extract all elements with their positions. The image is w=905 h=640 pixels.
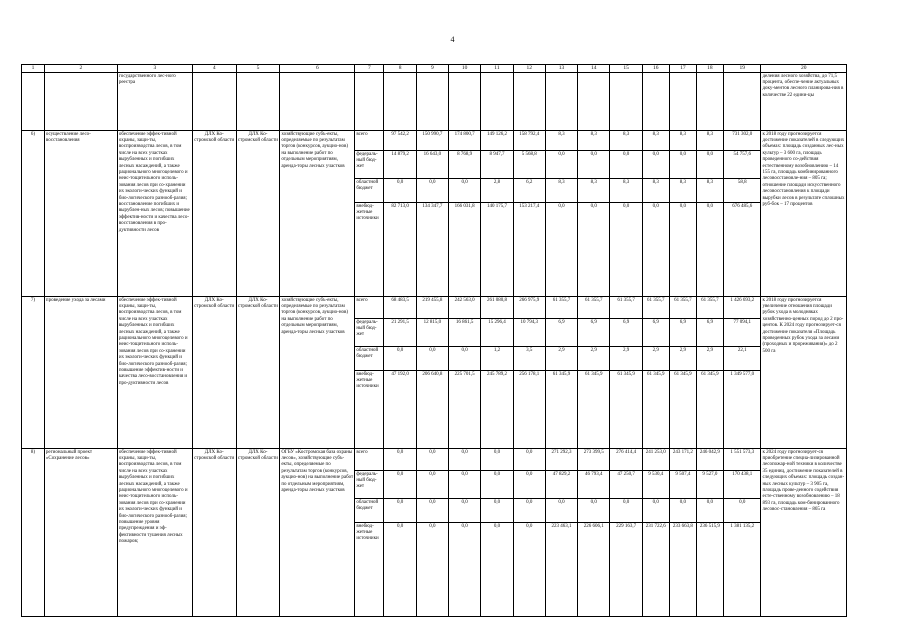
- funding-value: 68 483,5: [384, 297, 416, 319]
- funding-value: 6,9: [642, 319, 669, 347]
- funding-value: 0,0: [416, 523, 448, 617]
- executor: ДЛХ Ко-стромской области: [192, 449, 236, 617]
- funding-value: 153 217,4: [513, 203, 545, 297]
- funding-value: 0,0: [481, 523, 513, 617]
- expected-result: к 2018 году прогнозируется увеличение отношения площади рубок ухода в молодняках хозяйственно-ценных пород до 2 про-центов. К 2024 году прогнозирует-ся достижение показателя «Площадь проведенных рубок ухода за лесами (проходных и прореживания)» до 2 500 га: [761, 297, 847, 449]
- funding-value: 0,0: [449, 449, 481, 471]
- funding-value: 0,0: [513, 449, 545, 471]
- funding-value: 0,0: [416, 471, 448, 499]
- funding-value: 0,0: [481, 471, 513, 499]
- measure-name: региональный проект «Сохранение лесов»: [44, 449, 117, 617]
- funding-value: 0,0: [610, 499, 642, 523]
- funding-value: 61 345,9: [642, 371, 669, 449]
- funding-value: 61 345,9: [696, 371, 723, 449]
- funding-source: всего: [355, 297, 384, 319]
- funding-value: 8,3: [642, 131, 669, 151]
- funding-value: 77 094,1: [723, 319, 761, 347]
- funding-value: 170 438,1: [723, 471, 761, 499]
- funding-value: 0,0: [449, 471, 481, 499]
- column-header: 2: [44, 65, 117, 73]
- funding-value: 12 815,0: [416, 319, 448, 347]
- funding-value: 233 663,8: [669, 523, 696, 617]
- funding-value: 8,3: [696, 131, 723, 151]
- continuation-row: [22, 73, 847, 131]
- column-header: 4: [192, 65, 236, 73]
- column-header: 7: [355, 65, 384, 73]
- row-number: 6): [22, 131, 45, 297]
- funding-value: 276 414,4: [610, 449, 642, 471]
- funding-value: 0,0: [384, 347, 416, 371]
- funding-value: 0,0: [384, 499, 416, 523]
- header-row: [22, 65, 847, 73]
- funding-value: 61 345,9: [578, 371, 610, 449]
- funding-value: 0,0: [481, 449, 513, 471]
- column-header: 10: [449, 65, 481, 73]
- funding-value: 82 713,0: [384, 203, 416, 297]
- funding-source: внебюд-жетные источники: [355, 203, 384, 297]
- funding-value: 0,0: [449, 499, 481, 523]
- funding-value: 61 355,7: [545, 297, 577, 319]
- funding-value: 0,0: [513, 523, 545, 617]
- funding-value: 58,8: [723, 179, 761, 203]
- funding-value: 10 794,3: [513, 319, 545, 347]
- funding-value: 8,3: [669, 131, 696, 151]
- funding-value: 266 975,9: [513, 297, 545, 319]
- column-header: 3: [117, 65, 192, 73]
- funding-value: 149 126,2: [481, 131, 513, 151]
- funding-value: 0,0: [416, 449, 448, 471]
- funding-value: 1 551 573,3: [723, 449, 761, 471]
- funding-value: 0,0: [545, 151, 577, 179]
- funding-source: областной бюджет: [355, 499, 384, 523]
- funding-value: 731 302,0: [723, 131, 761, 151]
- funding-value: 0,0: [669, 203, 696, 297]
- funding-value: 0,0: [513, 471, 545, 499]
- funding-value: 166 031,8: [449, 203, 481, 297]
- funding-value: 54 757,6: [723, 151, 761, 179]
- co-executor: ДЛХ Ко-стромской области: [236, 449, 280, 617]
- measure-goal: обеспечение эффек-тивной охраны, защи-ты, воспроизводства лесов, в том числе на всех участках вырубленных и погибших лесных насаждений, а также рационального многоцелевого и неис-тощительного исполь-зования лесов при со-хранении их экологи-ческих функций и био-логического разнооб-разия; повышение эффектив-ности и качества лесо-восстановления и про-дуктивности лесов: [117, 297, 192, 449]
- funding-value: 0,0: [642, 499, 669, 523]
- funding-value: 16 643,0: [416, 151, 448, 179]
- expected-result: к 2024 году прогнозирует-ся приобретение специа-лизированной лесопожар-ной техники в количестве 35 единиц, достижение показателей в следующих объемах: площадь создан-ных лесных культур – 3 905 га, площадь прове-денного содействия есте-ственному возобновлению – 18 893 га, площадь ком-бинированного лесовос-становления – 865 га: [761, 449, 847, 617]
- funding-value: 0,0: [513, 499, 545, 523]
- continuation-goal: государственного лес-ного реестра: [117, 73, 192, 131]
- funding-value: 97 542,2: [384, 131, 416, 151]
- funding-value: 676 485,6: [723, 203, 761, 297]
- funding-value: 0,0: [545, 203, 577, 297]
- funding-value: 0,0: [416, 347, 448, 371]
- column-header: 18: [696, 65, 723, 73]
- program-table: [21, 64, 847, 617]
- measure-name: осуществление лесо-восстановления: [44, 131, 117, 297]
- column-header: 1: [22, 65, 45, 73]
- funding-value: 0,0: [416, 179, 448, 203]
- column-header: 14: [578, 65, 610, 73]
- funding-value: 225 701,5: [449, 371, 481, 449]
- funding-value: 9 507,4: [669, 471, 696, 499]
- column-header: 20: [761, 65, 847, 73]
- funding-value: 0,0: [642, 203, 669, 297]
- column-header: 15: [610, 65, 642, 73]
- executor: ДЛХ Ко-стромской области: [192, 131, 236, 297]
- funding-source: всего: [355, 131, 384, 151]
- funding-value: 9 527,0: [696, 471, 723, 499]
- column-header: 12: [513, 65, 545, 73]
- funding-source: всего: [355, 449, 384, 471]
- table-row: [22, 131, 847, 151]
- funding-value: 61 355,7: [610, 297, 642, 319]
- column-header: 9: [416, 65, 448, 73]
- continuation-result: деления лесного хозяйства, до 71,5 процента, обеспе-чение актуальных доку-ментов лесного планирова-ния в количестве 22 едини-цы: [761, 73, 847, 131]
- funding-value: 2,9: [642, 347, 669, 371]
- funding-value: 61 345,9: [669, 371, 696, 449]
- funding-source: внебюд-жетные источники: [355, 371, 384, 449]
- funding-value: 2,9: [545, 347, 577, 371]
- measure-goal: обеспечение эффек-тивной охраны, защи-ты, воспроизводства лесов, в том числе на всех участках вырубленных и погибших лесных насаждений, а также рационального многоцелевого и неис-тощительного исполь-зования лесов при со-хранении их экологи-ческих функций и био-логического разнооб-разия; восстановление погибших и вырублен-ных лесов; повышение эффектив-ности и качества лесо-восстановления в про-дуктивности лесов: [117, 131, 192, 297]
- funding-value: 3,5: [513, 347, 545, 371]
- funding-value: 15 296,4: [481, 319, 513, 347]
- funding-value: 5 568,8: [513, 151, 545, 179]
- funding-value: 0,0: [449, 523, 481, 617]
- funding-value: 206 640,8: [416, 371, 448, 449]
- funding-value: 134 347,7: [416, 203, 448, 297]
- co-executor: ДЛХ Ко-стромской области: [236, 297, 280, 449]
- column-header: 19: [723, 65, 761, 73]
- column-header: 16: [642, 65, 669, 73]
- funding-value: 14 879,2: [384, 151, 416, 179]
- funding-value: 0,0: [481, 499, 513, 523]
- funding-source: федераль-ный бюд-жет: [355, 151, 384, 179]
- funding-value: 46 793,4: [578, 471, 610, 499]
- funding-value: 8,3: [669, 179, 696, 203]
- funding-value: 1 381 135,2: [723, 523, 761, 617]
- funding-value: 8 768,9: [449, 151, 481, 179]
- funding-value: 219 455,8: [416, 297, 448, 319]
- funding-value: 21 291,5: [384, 319, 416, 347]
- funding-value: 61 355,7: [578, 297, 610, 319]
- funding-value: 229 163,7: [610, 523, 642, 617]
- funding-value: 6,2: [513, 179, 545, 203]
- funding-value: 8,3: [696, 179, 723, 203]
- funding-value: 8,3: [578, 131, 610, 151]
- funding-value: 61 355,7: [696, 297, 723, 319]
- participants: хозяйствующие субъ-екты, определяемые по результатам торгов (конкурсов, аукцио-нов) на выполнение работ по отдельным мероприятиям, аренда-торы лесных участков: [280, 297, 355, 449]
- executor: ДЛХ Ко-стромской области: [192, 297, 236, 449]
- funding-value: 6,9: [578, 319, 610, 347]
- page-number: 4: [450, 35, 455, 44]
- funding-value: 2,8: [481, 179, 513, 203]
- funding-source: федераль-ный бюд-жет: [355, 319, 384, 347]
- funding-value: 273 399,5: [578, 449, 610, 471]
- funding-value: 47 250,7: [610, 471, 642, 499]
- funding-value: 6,9: [610, 319, 642, 347]
- funding-value: 2,9: [696, 347, 723, 371]
- column-header: 5: [236, 65, 280, 73]
- funding-value: 0,0: [696, 203, 723, 297]
- funding-value: 1 349 577,0: [723, 371, 761, 449]
- funding-value: 2,9: [578, 347, 610, 371]
- column-header: 6: [280, 65, 355, 73]
- funding-value: 0,0: [610, 151, 642, 179]
- funding-value: 2,9: [610, 347, 642, 371]
- funding-value: 0,0: [696, 151, 723, 179]
- table-row: [22, 449, 847, 471]
- funding-value: 0,0: [723, 499, 761, 523]
- funding-value: 16 861,5: [449, 319, 481, 347]
- funding-value: 0,0: [449, 179, 481, 203]
- funding-value: 6,9: [545, 319, 577, 347]
- funding-value: 9 530,4: [642, 471, 669, 499]
- measure-name: проведение ухода за лесами: [44, 297, 117, 449]
- funding-value: 261 080,8: [481, 297, 513, 319]
- funding-value: 0,0: [578, 203, 610, 297]
- funding-value: 0,0: [669, 151, 696, 179]
- funding-value: 61 345,9: [610, 371, 642, 449]
- column-header: 8: [384, 65, 416, 73]
- funding-value: 0,0: [578, 151, 610, 179]
- funding-value: 61 355,7: [642, 297, 669, 319]
- funding-value: 243 171,2: [669, 449, 696, 471]
- funding-value: 0,0: [384, 179, 416, 203]
- funding-value: 1 426 693,2: [723, 297, 761, 319]
- funding-value: 226 606,1: [578, 523, 610, 617]
- funding-value: 245 789,2: [481, 371, 513, 449]
- column-header: 11: [481, 65, 513, 73]
- column-header: 13: [545, 65, 577, 73]
- funding-value: 0,0: [696, 499, 723, 523]
- table-body: [22, 131, 847, 617]
- funding-value: 8,3: [642, 179, 669, 203]
- funding-value: 174 800,7: [449, 131, 481, 151]
- measure-goal: обеспечение эффек-тивной охраны, защи-ты, воспроизводства лесов, в том числе на всех участках вырубленных и погибших лесных насаждений, а также рационального многоцелевого и неис-тощительного исполь-зования лесов при со-хранении их экологи-ческих функций и био-логического разнооб-разия; повышение уровня предупреждения и эф-фективности тушения лесных пожаров;: [117, 449, 192, 617]
- row-number: 8): [22, 449, 45, 617]
- funding-value: 47 192,0: [384, 371, 416, 449]
- funding-value: 0,0: [610, 203, 642, 297]
- funding-value: 241 253,0: [642, 449, 669, 471]
- funding-value: 22,1: [723, 347, 761, 371]
- funding-value: 0,0: [384, 449, 416, 471]
- funding-value: 0,0: [449, 347, 481, 371]
- funding-value: 8,3: [610, 131, 642, 151]
- funding-value: 242 563,0: [449, 297, 481, 319]
- funding-value: 0,0: [578, 499, 610, 523]
- funding-value: 47 829,2: [545, 471, 577, 499]
- table-row: [22, 297, 847, 319]
- funding-value: 6,9: [669, 319, 696, 347]
- funding-value: 8,3: [545, 179, 577, 203]
- funding-value: 236 515,9: [696, 523, 723, 617]
- funding-source: федераль-ный бюд-жет: [355, 471, 384, 499]
- funding-value: 1,2: [481, 347, 513, 371]
- participants: ОГБУ «Костромская база охраны лесов», хозяйствующие субъ-екты, определяемые по результатам торгов (конкурсов, аукцио-нов) на выполнение работ по отдельным мероприятиям, аренда-торы лесных участков: [280, 449, 355, 617]
- funding-value: 8,3: [610, 179, 642, 203]
- funding-value: 0,0: [384, 471, 416, 499]
- row-number: 7): [22, 297, 45, 449]
- co-executor: ДЛХ Ко-стромской области: [236, 131, 280, 297]
- column-header: 17: [669, 65, 696, 73]
- funding-value: 223 463,1: [545, 523, 577, 617]
- funding-source: областной бюджет: [355, 347, 384, 371]
- funding-value: 0,0: [416, 499, 448, 523]
- funding-source: внебюд-жетные источники: [355, 523, 384, 617]
- expected-result: к 2018 году прогнозируется достижение показателей в следующих объемах: площадь созданных лес-ных культур – 3 600 га, площадь проведенного со-действия естественному возобновлению – 14 155 га, площадь комбинированного лесовосстановле-ния – 805 га; отношение площади искусственного лесовосстановления к площади вырубки лесов в результате сплошных руб-бок – 17 процентов: [761, 131, 847, 297]
- funding-value: 0,0: [669, 499, 696, 523]
- funding-value: 61 345,9: [545, 371, 577, 449]
- funding-value: 61 355,7: [669, 297, 696, 319]
- funding-value: 246 042,9: [696, 449, 723, 471]
- funding-value: 6,9: [696, 319, 723, 347]
- funding-value: 0,0: [384, 523, 416, 617]
- funding-value: 0,0: [545, 499, 577, 523]
- funding-value: 256 178,1: [513, 371, 545, 449]
- funding-value: 0,0: [642, 151, 669, 179]
- funding-value: 231 722,6: [642, 523, 669, 617]
- funding-value: 150 990,7: [416, 131, 448, 151]
- participants: хозяйствующие субъ-екты, определяемые по результатам торгов (конкурсов, аукцио-нов) на выполнение работ по отдельным мероприятиям, аренда-торы лесных участков: [280, 131, 355, 297]
- funding-value: 140 175,7: [481, 203, 513, 297]
- funding-value: 158 792,4: [513, 131, 545, 151]
- funding-value: 8,3: [578, 179, 610, 203]
- funding-value: 8 947,7: [481, 151, 513, 179]
- funding-value: 271 292,3: [545, 449, 577, 471]
- funding-value: 2,9: [669, 347, 696, 371]
- funding-source: областной бюджет: [355, 179, 384, 203]
- funding-value: 8,3: [545, 131, 577, 151]
